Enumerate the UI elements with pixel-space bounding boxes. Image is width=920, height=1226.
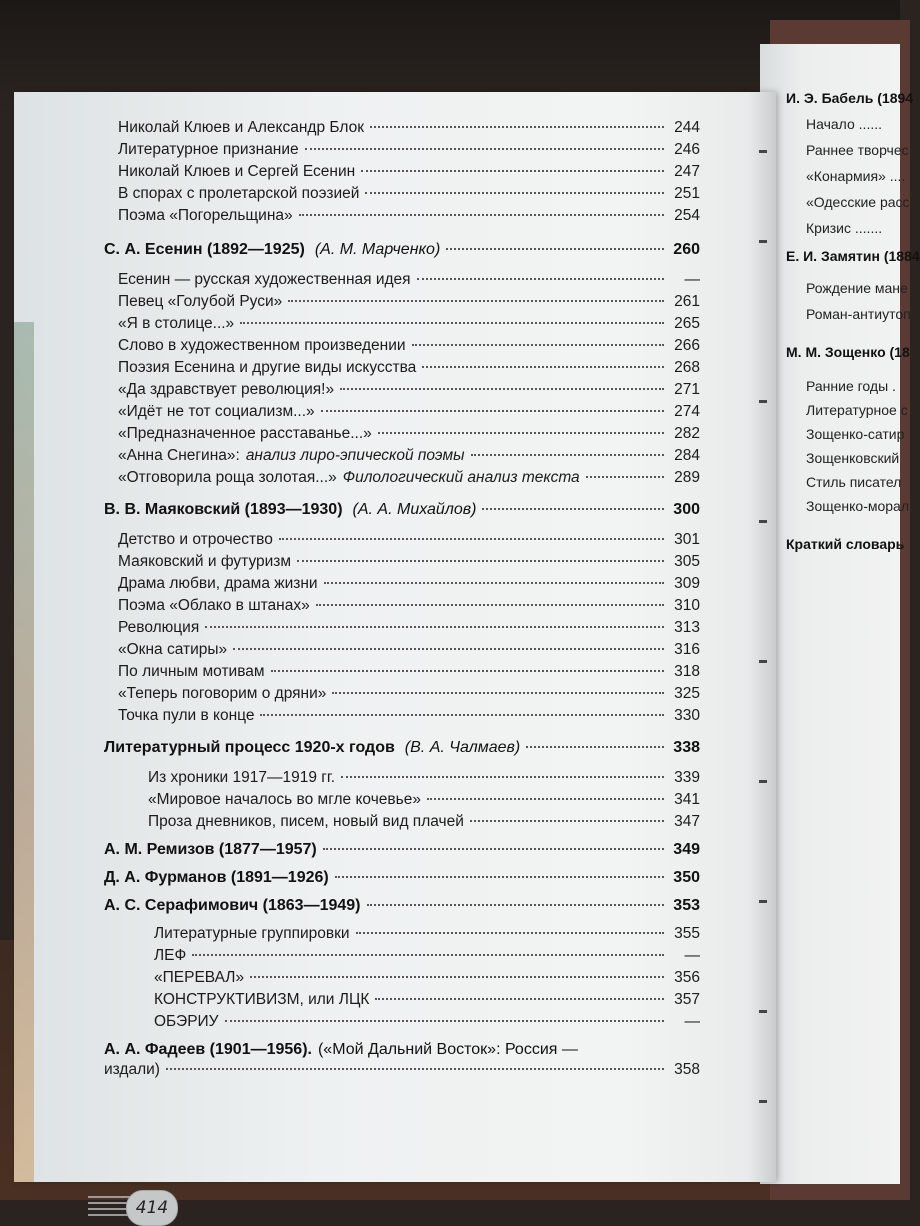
toc-entry-title: «Теперь поговорим о дряни»	[118, 685, 327, 702]
toc-entry-title: Маяковский и футуризм	[118, 553, 292, 570]
stitch-mark	[759, 1100, 767, 1103]
toc-page-number: 339	[674, 769, 700, 786]
right-toc-entry: Кризис .......	[806, 220, 883, 236]
dot-leader	[271, 670, 664, 672]
dot-leader	[417, 278, 664, 280]
toc-entry	[118, 530, 700, 549]
toc-page-number: 357	[674, 991, 700, 1008]
dot-leader	[446, 248, 664, 250]
toc-entry	[154, 1012, 700, 1031]
dot-leader	[471, 454, 664, 456]
toc-entry	[104, 1060, 700, 1079]
toc-entry	[118, 706, 700, 725]
right-toc-entry: Зощенковский	[806, 450, 900, 466]
gutter-shadow	[748, 92, 776, 1182]
dot-leader	[332, 692, 664, 694]
dot-leader	[375, 998, 664, 1000]
toc-page-number: —	[684, 1013, 700, 1030]
dot-leader	[586, 476, 664, 478]
toc-page-number: 244	[674, 119, 700, 136]
dot-leader	[365, 192, 664, 194]
dot-leader	[335, 876, 664, 878]
dot-leader	[240, 322, 664, 324]
toc-page-number: 313	[674, 619, 700, 636]
toc-entry	[118, 662, 700, 681]
dot-leader	[233, 648, 664, 650]
toc-page-number: 261	[674, 293, 700, 310]
toc-entry	[118, 468, 700, 487]
toc-page-number: 330	[674, 707, 700, 724]
toc-page-number: 271	[674, 381, 700, 398]
toc-page-number: 274	[674, 403, 700, 420]
dot-leader	[324, 582, 664, 584]
toc-entry	[118, 596, 700, 615]
toc-page-number: 347	[674, 813, 700, 830]
dot-leader	[166, 1068, 664, 1070]
page-edge-tint	[14, 322, 34, 1182]
right-toc-entry: «Одесские расс	[806, 194, 910, 210]
toc-entry	[118, 618, 700, 637]
stitch-mark	[759, 900, 767, 903]
toc-page-number: 260	[673, 241, 700, 258]
toc-entry-title: Литературные группировки	[154, 925, 350, 942]
toc-entry-author: (А. А. Михайлов)	[352, 501, 477, 518]
toc-section-heading	[104, 738, 700, 757]
toc-page-number: 353	[673, 897, 700, 914]
toc-entry	[118, 118, 700, 137]
dot-leader	[288, 300, 664, 302]
toc-entry-title: «Предназначенное расставанье...»	[118, 425, 372, 442]
toc-entry-title: В спорах с пролетарской поэзией	[118, 185, 360, 202]
dot-leader	[370, 126, 664, 128]
right-toc-entry: Раннее творчес	[806, 142, 909, 158]
right-page	[760, 44, 920, 1184]
toc-entry-title: ЛЕФ	[154, 947, 187, 964]
toc-entry-title: Проза дневников, писем, новый вид плачей	[148, 813, 464, 830]
toc-page-number: 310	[674, 597, 700, 614]
dot-leader	[470, 820, 664, 822]
toc-entry	[118, 424, 700, 443]
toc-entry-title: Из хроники 1917—1919 гг.	[148, 769, 335, 786]
toc-entry-title: Есенин — русская художественная идея	[118, 271, 411, 288]
toc-entry-title: Поэма «Погорельщина»	[118, 207, 293, 224]
toc-entry-title: «Да здравствует революция!»	[118, 381, 335, 398]
right-toc-entry: Рождение мане	[806, 280, 908, 296]
toc-entry	[118, 402, 700, 421]
dot-leader	[482, 508, 664, 510]
stitch-mark	[759, 520, 767, 523]
stitch-mark	[759, 150, 767, 153]
toc-entry-subtitle: анализ лиро-эпической поэмы	[245, 447, 465, 464]
toc-entry	[118, 140, 700, 159]
toc-page-number: 325	[674, 685, 700, 702]
toc-entry-author: (А. М. Марченко)	[314, 241, 441, 258]
right-toc-entry: Роман-антиутоп	[806, 306, 911, 322]
toc-entry-author: (В. А. Чалмаев)	[404, 739, 521, 756]
left-page	[14, 92, 776, 1218]
right-toc-heading: И. Э. Бабель (1894	[786, 90, 914, 106]
right-toc-heading: Е. И. Замятин (1884	[786, 248, 920, 264]
dot-leader	[297, 560, 664, 562]
toc-page-number: 246	[674, 141, 700, 158]
toc-section-heading	[104, 500, 700, 519]
dot-leader	[367, 904, 665, 906]
dot-leader	[526, 746, 664, 748]
toc-page-number: 350	[673, 869, 700, 886]
toc-entry-title: «Анна Снегина»:	[118, 447, 240, 464]
toc-entry-title: Д. А. Фурманов (1891—1926)	[104, 869, 329, 886]
right-toc-entry: Ранние годы .	[806, 378, 896, 394]
toc-entry-title: Детство и отрочество	[118, 531, 273, 548]
toc-page-number: 247	[674, 163, 700, 180]
toc-entry-title: КОНСТРУКТИВИЗМ, или ЛЦК	[154, 991, 370, 1008]
stitch-mark	[759, 240, 767, 243]
toc-entry-title: Слово в художественном произведении	[118, 337, 406, 354]
toc-entry	[118, 162, 700, 181]
toc-page-number: 289	[674, 469, 700, 486]
dot-leader	[427, 798, 664, 800]
dot-leader	[412, 344, 664, 346]
toc-entry-title: Драма любви, драма жизни	[118, 575, 318, 592]
dot-leader	[225, 1020, 664, 1022]
dot-leader	[260, 714, 664, 716]
dot-leader	[305, 148, 664, 150]
toc-entry-subtitle: Филологический анализ текста	[342, 469, 580, 486]
toc-entry	[118, 574, 700, 593]
dot-leader	[321, 410, 664, 412]
toc-section-heading	[104, 896, 700, 915]
toc-page-number: 318	[674, 663, 700, 680]
toc-entry-title: А. С. Серафимович (1863—1949)	[104, 897, 361, 914]
toc-entry	[118, 292, 700, 311]
toc-section-heading	[104, 868, 700, 887]
toc-entry	[154, 990, 700, 1009]
toc-page-number: 356	[674, 969, 700, 986]
toc-page-number: 349	[673, 841, 700, 858]
right-toc-entry: Начало ......	[806, 116, 883, 132]
toc-entry-title: Литературное признание	[118, 141, 299, 158]
toc-entry	[118, 640, 700, 659]
toc-entry-title: А. М. Ремизов (1877—1957)	[104, 841, 317, 858]
toc-page-number: 341	[674, 791, 700, 808]
right-toc-heading: М. М. Зощенко (18	[786, 344, 910, 360]
toc-page-number: 265	[674, 315, 700, 332]
dot-leader	[341, 776, 664, 778]
toc-section-heading	[104, 240, 700, 259]
toc-entry-title: «Мировое началось во мгле кочевье»	[148, 791, 421, 808]
dot-leader	[356, 932, 664, 934]
dot-leader	[316, 604, 664, 606]
right-toc-entry: «Конармия» ....	[806, 168, 906, 184]
right-toc-heading: Краткий словарь	[786, 536, 905, 552]
toc-page-number: 282	[674, 425, 700, 442]
toc-page-number: 268	[674, 359, 700, 376]
toc-entry	[118, 446, 700, 465]
toc-entry-title: ОБЭРИУ	[154, 1013, 219, 1030]
stitch-mark	[759, 400, 767, 403]
toc-entry-title: В. В. Маяковский (1893—1930)	[104, 501, 343, 518]
toc-section-heading	[104, 840, 700, 859]
toc-entry-title: Поэзия Есенина и другие виды искусства	[118, 359, 417, 376]
toc-entry	[154, 924, 700, 943]
toc-entry-title: «Я в столице...»	[118, 315, 235, 332]
dot-leader	[361, 170, 664, 172]
toc-entry-title: «Отговорила роща золотая...»	[118, 469, 337, 486]
toc-entry-title: Николай Клюев и Сергей Есенин	[118, 163, 356, 180]
dot-leader	[340, 388, 664, 390]
toc-page-number: —	[684, 947, 700, 964]
toc-section-heading	[104, 1040, 700, 1059]
toc-entry	[118, 336, 700, 355]
toc-entry-subtitle: («Мой Дальний Восток»: Россия —	[317, 1041, 578, 1058]
toc-entry-title: Литературный процесс 1920-х годов	[104, 739, 395, 756]
toc-entry	[154, 946, 700, 965]
toc-entry	[118, 184, 700, 203]
dot-leader	[378, 432, 664, 434]
toc-entry	[148, 812, 700, 831]
toc-page-number: 316	[674, 641, 700, 658]
toc-entry-title: издали)	[104, 1061, 160, 1078]
toc-page-number: 309	[674, 575, 700, 592]
stitch-mark	[759, 1010, 767, 1013]
page-number: 414	[126, 1190, 178, 1226]
toc-entry-title: Революция	[118, 619, 200, 636]
toc-entry	[118, 270, 700, 289]
stitch-mark	[759, 660, 767, 663]
toc-entry	[148, 768, 700, 787]
stitch-mark	[759, 780, 767, 783]
toc-page-number: 338	[673, 739, 700, 756]
toc-entry	[148, 790, 700, 809]
toc-page-number: 358	[674, 1061, 700, 1078]
dot-leader	[192, 954, 664, 956]
toc-entry-title: «Окна сатиры»	[118, 641, 228, 658]
toc-entry-title: Певец «Голубой Руси»	[118, 293, 283, 310]
right-toc-entry: Зощенко-морал	[806, 498, 910, 514]
toc-page-number: —	[684, 271, 700, 288]
toc-entry	[118, 380, 700, 399]
toc-page-number: 251	[674, 185, 700, 202]
dot-leader	[250, 976, 664, 978]
dot-leader	[205, 626, 664, 628]
toc-entry-title: Николай Клюев и Александр Блок	[118, 119, 365, 136]
toc-entry-title: Поэма «Облако в штанах»	[118, 597, 310, 614]
dot-leader	[323, 848, 664, 850]
toc-page-number: 355	[674, 925, 700, 942]
toc-page-number: 266	[674, 337, 700, 354]
dot-leader	[422, 366, 664, 368]
right-toc-entry: Литературное с	[806, 402, 908, 418]
dot-leader	[299, 214, 664, 216]
dot-leader	[279, 538, 664, 540]
toc-page-number: 284	[674, 447, 700, 464]
toc-entry	[118, 206, 700, 225]
right-toc-entry: Стиль писател	[806, 474, 902, 490]
toc-page-number: 305	[674, 553, 700, 570]
toc-entry-title: С. А. Есенин (1892—1925)	[104, 241, 305, 258]
toc-entry-title: «Идёт не тот социализм...»	[118, 403, 315, 420]
toc-page-number: 301	[674, 531, 700, 548]
toc-page-number: 254	[674, 207, 700, 224]
toc-entry-title: Точка пули в конце	[118, 707, 255, 724]
toc-entry	[118, 684, 700, 703]
toc-entry-title: «ПЕРЕВАЛ»	[154, 969, 245, 986]
toc-entry	[118, 552, 700, 571]
toc-entry	[118, 358, 700, 377]
toc-entry-title: По личным мотивам	[118, 663, 265, 680]
toc-entry	[118, 314, 700, 333]
toc-page-number: 300	[673, 501, 700, 518]
toc-entry-title: А. А. Фадеев (1901—1956).	[104, 1041, 312, 1058]
toc-entry	[154, 968, 700, 987]
right-toc-entry: Зощенко-сатир	[806, 426, 905, 442]
